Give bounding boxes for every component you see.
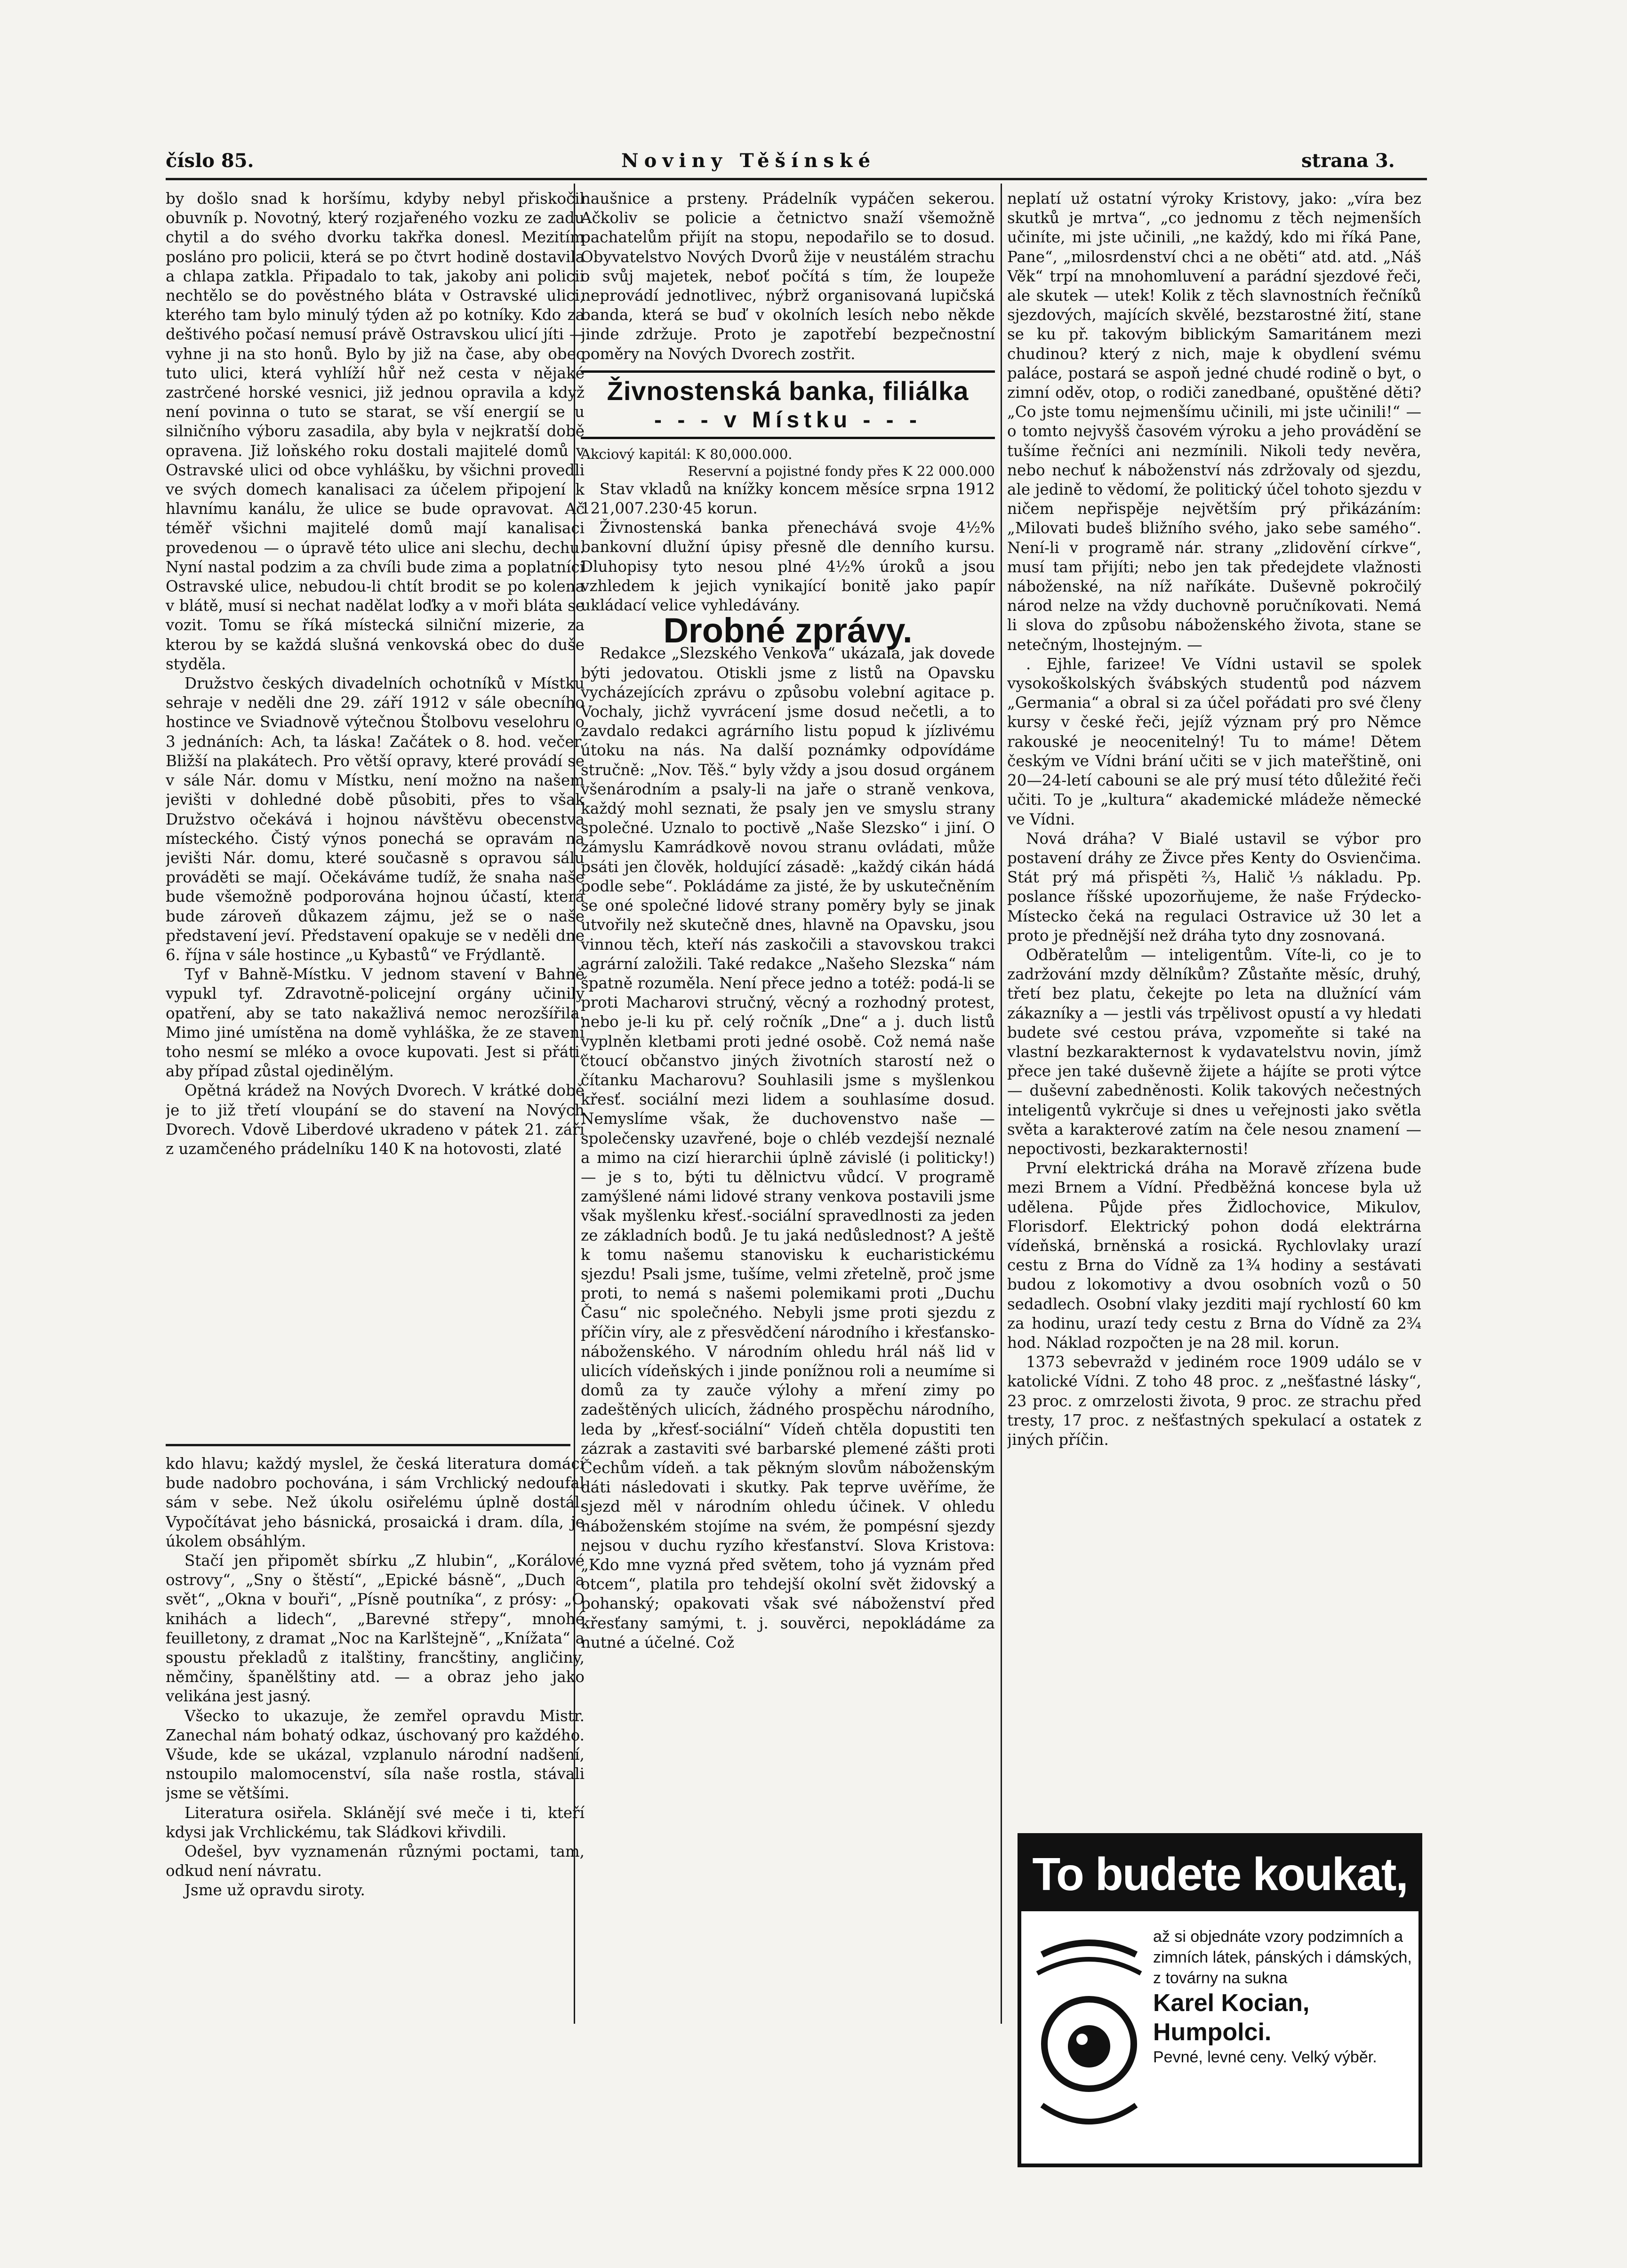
bank-text: Živnostenská banka přenechává svoje 4½% bankovní dlužní úpisy přesně dle denního kursu. Dluhopisy tyto nesou plné 4½% úroků a jsou vzhledem k jejich vynikající bonitě jako papír ukládací velice vyhledávány. <box>581 519 995 615</box>
article-text: Odešel, byv vyznamenán různými poctami, tam, odkud není návratu. <box>166 1843 585 1880</box>
article-text: První elektrická dráha na Moravě zřízena bude mezi Brnem a Vídní. Předběžná koncese byla už udělena. Půjde přes Židlochovice, Mikulov, Florisdorf. Elektrický pohon dodá elektrárna vídeňská, brněnská a rosická. Rychlovlaky urazí cestu z Brna do Vídně za 1¾ hodiny a sestávati budou z lokomotivy a dvou osobních vozů o 50 sedadlech. Osobní vlaky jezditi mají rychlostí 60 km za hodinu, urazí tedy cestu z Brna do Vídně za 2¾ hod. Náklad rozpočten je na 28 mil. korun. <box>1007 1159 1421 1352</box>
article-text: Tyf v Bahně-Místku. V jednom stavení v Bahně vypukl tyf. Zdravotně-policejní orgány učinily opatření, aby se tato nakažlivá nemoc nerozšířila. Mimo jiné umístěna na domě vyhláška, že ze stavení toho nesmí se mléko a ovoce kupovati. Jest si přáti, aby případ zůstal ojedinělým. <box>166 965 585 1081</box>
header-issue-number: číslo 85. <box>166 150 254 172</box>
column-1-bottom <box>166 1454 585 2010</box>
column-2 <box>581 189 995 2171</box>
column-1-top <box>166 189 585 1439</box>
article-text: Nová dráha? V Bialé ustavil se výbor pro postavení dráhy ze Živce přes Kenty do Osvienčima. Stát prý má přispěti ⅔, Halič ⅓ nákladu. Pp. poslance říšské upozorňujeme, že naše Frýdecko-Místecko čeká na regulaci Ostravice už 30 let a proto je přednější než dráha tyto dny zosnovaná. <box>1007 829 1421 945</box>
column-divider-2 <box>1001 184 1002 2024</box>
bank-text: Stav vkladů na knížky koncem měsíce srpna 1912 121,007.230·45 korun. <box>581 480 995 518</box>
article-separator-rule <box>166 1444 570 1446</box>
ad-text: až si objednáte vzory podzimních a zimních látek, pánských i dámských, z továrny na sukna <box>1153 1928 1412 1987</box>
advertisement <box>1018 1833 1422 2167</box>
article-text: Družstvo českých divadelních ochotníků v Místku sehraje v neděli dne 29. září 1912 v sále obecního hostince ve Sviadnově výtečnou Štolbovu veselohru o 3 jednáních: Ach, ta láska! Začátek o 8. hod. večer. Bližší na plakátech. Pro větší opravy, které provádí se v sále Nár. domu v Místku, není možno na našem jevišti v dohledné době působiti, přes to však Družstvo očekává i hojnou návštěvu obecenstva místeckého. Čistý výnos ponechá se opravám na jevišti Nár. domu, které současně s opravou sálu prováděti se mají. Očekáváme tudíž, že snaha naše bude všemožně podporována hojnou účastí, která bude zároveň důkazem zájmu, jež se o naše představení jeví. Představení opakuje se v neděli dne 6. října v sále hostince „u Kybastů“ ve Frýdlantě. <box>166 674 585 964</box>
article-text: Všecko to ukazuje, že zemřel opravdu Mistr. Zanechal nám bohatý odkaz, úschovaný pro každého. Všude, kde se ukázal, vzplanulo národní nadšení, nstoupilo malomocenství, síla naše rostla, stávali jsme se většími. <box>166 1707 585 1803</box>
article-text: by došlo snad k horšímu, kdyby nebyl přiskočil obuvník p. Novotný, který rozjařeného vozku ze zadu chytil a do svého dvorku takřka donesl. Mezitím posláno pro policii, která se po čtvrt hodině dostavila a chlapa zatkla. Připadalo to tak, jakoby ani policii nechtělo se do pověstného bláta v Ostravské ulici, kterého tam bylo minulý týden až po kotníky. Kdo za deštivého počasí nemusí právě Ostravskou ulicí jíti — vyhne ji na sto honů. Bylo by již na čase, aby obec tuto ulici, která vyhlíží hůř než cesta v nějaké zastrčené horské vesnici, již jednou opravila a když není povinna o tuto se starat, se vší energií se u silničního výboru zasadila, aby byla v nejkratší době opravena. Již loňského roku dostali majitelé domů v Ostravské ulici od obce vyhlášku, by všichni provedli ve svých domech kanalisaci za účelem připojení k hlavnímu kanálu, že ulice se bude opravovat. Ač téměř všichni majitelé domů mají kanalisaci provedenou — o úpravě této ulice ani slechu, dechu. Nyní nastal podzim a za chvíli bude zima a poplatníci Ostravské ulice, nebudou-li chtít brodit se po kolena v blátě, musí si nechat nadělat loďky a v moři bláta se vozit. Tomu se říká místecká silniční mizerie, za kterou by se každá slušná venkovská obec do duše styděla. <box>166 190 585 673</box>
header-page-number: strana 3. <box>1301 150 1395 172</box>
bank-capital: Akciový kapitál: K 80,000.000. <box>581 446 793 462</box>
bank-banner <box>581 370 995 439</box>
eye-illustration-icon <box>1033 1936 1146 2148</box>
article-text: Literatura osiřela. Sklánějí své meče i ti, kteří kdysi jak Vrchlickému, tak Sládkovi křivdili. <box>166 1803 585 1841</box>
ad-headline: To budete koukat, <box>1021 1837 1419 1911</box>
article-text: Opětná krádež na Nových Dvorech. V krátké době je to již třetí vloupání se do stavení na Nových Dvorech. Vdově Liberdové ukradeno v pátek 21. září z uzamčeného prádelníku 140 K na hotovosti, zlaté <box>166 1082 585 1158</box>
section-heading: Drobné zprávy. <box>663 611 913 650</box>
article-text: kdo hlavu; každý myslel, že česká literatura domácí bude nadobro pochována, i sám Vrchlický nedoufal sám v sebe. Než úkolu osiřelému úplně dostál. Vypočítávat jeho básnická, prosaická i dram. díla, je úkolem obsáhlým. <box>166 1455 585 1550</box>
column-3 <box>1007 189 1421 1822</box>
bank-subtitle: - - - v Místku - - - <box>654 407 922 433</box>
header-newspaper-title: Noviny Těšínské <box>621 150 876 172</box>
header-rule <box>166 178 1427 180</box>
article-text: Odběratelům — inteligentům. Víte-li, co je to zadržování mzdy dělníkům? Zůstaňte měsíc, druhý, třetí bez platu, čekejte po leta na dlužnící vám zákazníky a — jestli vás trpělivost opustí a vy hledati budete své cestou práva, vzpomeňte si také na vlastní bezkarakternost k vydavatelstvu novin, jímž přece jen také duševně žijete a hájíte se proti výtce — duševní zabedněnosti. Kolik takových nečestných inteligentů vykrčuje si dnes u veřejnosti jako světla světa a karakterové zatím na čele nesou znamení — nepoctivosti, bezkarakternosti! <box>1007 946 1421 1158</box>
bank-title: Živnostenská banka, filiálka <box>607 376 969 406</box>
ad-tagline: Pevné, levné ceny. Velký výběr. <box>1153 2048 1377 2066</box>
ad-brand: Karel Kocian, Humpolci. <box>1153 1989 1310 2046</box>
bank-reserve: Reservní a pojistné fondy přes K 22 000.000 <box>688 463 995 479</box>
article-text: naušnice a prsteny. Prádelník vypáčen sekerou. Ačkoliv se policie a četnictvo snaží všemožně pachatelům přijít na stopu, nepodařilo se to dosud. Obyvatelstvo Nových Dvorů žije v neustálém strachu o svůj majetek, neboť počítá s tím, že loupeže neprovádí jednotlivec, nýbrž organisovaná lupičská banda, která se buď v okolních lesích nebo někde jinde zdržuje. Proto je zapotřebí bezpečnostní poměry na Nových Dvorech zostřit. <box>581 190 995 363</box>
article-text: 1373 sebevražd v jediném roce 1909 událo se v katolické Vídni. Z toho 48 proc. z „nešťastné lásky“, 23 proc. z omrzelosti života, 9 proc. ze strachu před tresty, 17 proc. z nešťastných spekulací a ostatek z jiných příčin. <box>1007 1353 1421 1449</box>
article-text: . Ejhle, farizee! Ve Vídni ustavil se spolek vysokoškolských švábských studentů pod názvem „Germania“ a obral si za účel pořádati pro své členy kursy v české řeči, jejíž význam prý pro Němce rakouské je neocenitelný! Tu to máme! Dětem českým ve Vídni brání učiti se v jich mateřštině, oni 20—24-letí cabouni se ale prý musí této důležité řeči učiti. To je „kultura“ akademické mládeže německé ve Vídni. <box>1007 655 1421 828</box>
article-text: neplatí už ostatní výroky Kristovy, jako: „víra bez skutků je mrtva“, „co jednomu z těch nejmenších učiníte, mi jste učinili, „ne každý, kdo mi říká Pane, Pane“, „milosrdenství chci a ne oběti“ atd. atd. „Náš Věk“ trpí na mnohomluvení a parádní sjezdové řeči, ale skutek — utek! Kolik z těch slavnostních řečníků sjezdových, majících skvělé, bezstarostné žití, stane se ku př. takovým biblickým Samaritánem mezi chudinou? který z nich, maje k obydlení svému paláce, postará se aspoň jedné chudé rodině o byt, o zimní oděv, otop, o rodiči zanedbané, opuštěné děti? „Co jste tomu nejmenšímu učinili, mi jste učinili!“ — o tomto nejvyšš časovém výroku a jeho provádění se tušíme řečníci ani nezmínili. Nikoli tedy nevěra, nebo nechuť k náboženství nás zdržovaly od sjezdu, ale jedině to vědomí, že politický účel tohoto sjezdu v ničem nepřispěje největším prý přikázáním: „Milovati budeš bližního svého, jako sebe samého“. Není-li v programě nár. strany „zlidovění církve“, musí tam přijíti; nebo jen tak předejdete vlažnosti náboženské, na níž naříkáte. Duševně pokročilý národ nelze na vždy duchovně poručníkovati. Nemá li slova do způsobu náboženského života, stane se netečným, lhostejným. — <box>1007 190 1421 654</box>
article-text: Jsme už opravdu siroty. <box>184 1881 365 1899</box>
article-text: Stačí jen připomět sbírku „Z hlubin“, „Korálové ostrovy“, „Sny o štěstí“, „Epické básně“, „Duch a svět“, „Okna v bouři“, „Písně poutníka“, z prósy: „O knihách a lidech“, „Barevné střepy“, mnohé feuilletony, z dramat „Noc na Karlštejně“, „Knížata“ a spoustu překladů z italštiny, francštiny, angličiny, němčiny, španělštiny atd. — a obraz jeho jako velikána jest jasný. <box>166 1552 585 1706</box>
article-text: Redakce „Slezského Venkova“ ukázala, jak dovede býti jedovatou. Otiskli jsme z listů na Opavsku vycházejících zprávu o způsobu volební agitace p. Vochaly, jichž vyvrácení jsme dosud nečetli, a to zavdalo redakci agrárního listu popud k jízlivému útoku na nás. Na další poznámky odpovídáme stručně: „Nov. Těš.“ byly vždy a jsou dosud orgánem všenárodním a psaly-li na jaře o straně venkova, každý mohl seznati, že psaly jen ve smyslu strany společné. Uznalo to poctivě „Naše Slezsko“ i jiní. O zámyslu Kamrádkově novou stranu ovládati, může psáti jen člověk, holdující zásadě: „každý cikán hádá podle sebe“. Pokládáme za jisté, že by uskutečněním se oné společné lidové strany poměry byly se jinak utvořily než skutečně dnes, hlavně na Opavsku, jsou vinnou těch, kteří nás zaskočili a stavovskou trakci agrární založili. Také redakce „Našeho Slezska“ nám špatně rozuměla. Není přece jedno a totéž: podá-li se proti Macharovi stručný, věcný a rozhodný protest, nebo je-li ku př. celý ročník „Dne“ a j. duch listů vyplněn kletbami proti jedné osobě. Což nemá naše čtoucí občanstvo jiných životních starostí než o čítanku Macharovu? Souhlasili jsme s myšlenkou křesť. sociální mezi lidem a souhlasíme dosud. Nemyslíme však, že duchovenstvo naše — společensky uzavřené, boje o chléb vezdejší neznalé a mimo na cizí hierarchii úplně závislé (i politicky!) — je s to, býti tu dělnictvu vůdcí. V programě zamýšlené námi lidové strany venkova postavili jsme však myšlenku křesť.-sociální spravedlnosti za jeden ze základních bodů. Je tu jaká nedůslednost? A ještě k tomu našemu stanovisku k eucharistickému sjezdu! Psali jsme, tušíme, velmi zřetelně, proč jsme proti, to nemá s našemi polemikami proti „Duchu Času“ nic společného. Nebyli jsme proti sjezdu z příčin víry, ale z přesvědčení národního i křesťansko-náboženského. V národním ohledu hrál náš lid v ulicích vídeňských i jinde ponížnou roli a neumíme si domů za ty zauče výlohy a mření zimy po zadeštěných ulicích, žádného prospěchu národního, leda by „křesť-sociální“ Vídeň chtěla dopustiti ten zázrak a zastaviti své barbarské plemené zášti proti Čechům vídeň. a tak pěkným slovům náboženským dáti následovati i skutky. Pak teprve uvěříme, že sjezd měl v národním ohledu účinek. V ohledu náboženském stojíme na svém, že pompésní sjezdy nejsou v duchu ryzího křesťanství. Slova Kristova: „Kdo mne vyzná před světem, toho já vyznám před otcem“, platila pro tehdejší okolní svět židovský a pohanský; opakovati však své náboženství před křesťany samými, t. j. souvěrci, nepokládáme za nutné a účelné. Což <box>581 644 995 1651</box>
